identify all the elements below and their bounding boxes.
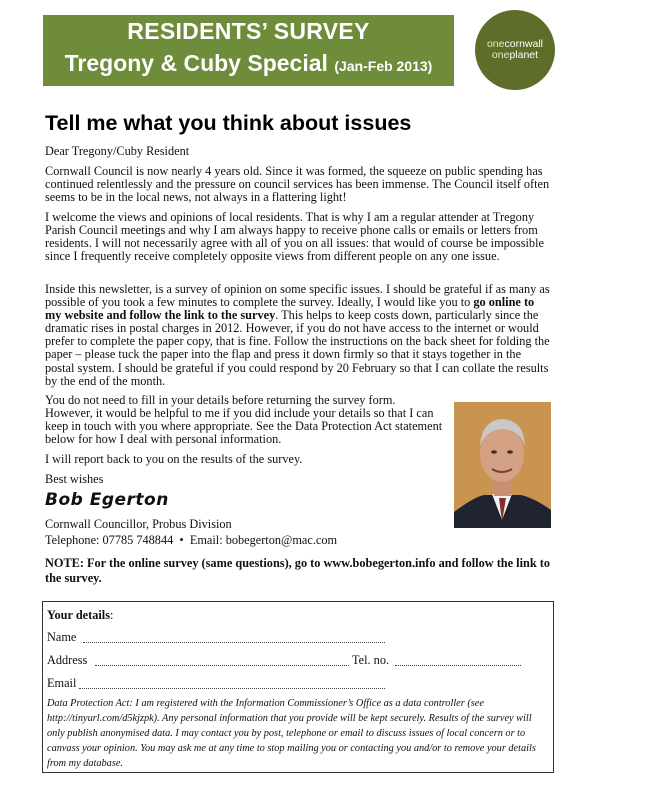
paragraph-3: Inside this newsletter, is a survey of opinion on some specific issues. I should be grateful if as many as possible of you took a few minutes to complete the survey. Ideally, I would like you to go online to my website and follow the link to the survey. This helps to keep costs down, particularly since the dramatic rises in postal charges in 2012. However, if you do not have access to the internet or would prefer to complete the paper copy, that is fine. Follow the instructions on the back sheet for folding the paper – please tuck the paper into the flap and press it down firmly so that it stays together in the postal system. I should be grateful if you could respond by 20 February so that I can collate the results by the end of the month. xyxy=(45,282,550,388)
newsletter-header-banner xyxy=(43,15,454,86)
paragraph-5: I will report back to you on the results of the survey. xyxy=(45,452,303,466)
closing: Best wishes xyxy=(45,472,104,486)
logo-text-one-2: one xyxy=(491,49,510,61)
letter-heading: Tell me what you think about issues xyxy=(45,111,412,135)
paragraph-4: You do not need to fill in your details before returning the survey form. However, it would be helpful to me if you did include your details so that I can keep in touch with you where appropriate. See the Data Protection Act statement below for how I deal with personal information. xyxy=(45,393,443,447)
tel-label: Tel. no. xyxy=(352,653,390,667)
paragraph-2: I welcome the views and opinions of local residents. That is why I am a regular attender at Tregony Parish Council meetings and why I am always happy to receive phone calls or emails or letters from residents. I will not necessarily agree with all of you on all issues: that would of course be impossible since I frequently receive completely opposite views from different people on any one issue. xyxy=(45,210,544,264)
councillor-portrait-photo xyxy=(454,402,551,528)
logo-text-one: one xyxy=(486,38,505,50)
salutation: Dear Tregony/Cuby Resident xyxy=(45,144,190,158)
telephone-field[interactable] xyxy=(395,665,521,666)
online-survey-note: NOTE: For the online survey (same questions), go to www.bobegerton.info and follow the link to the survey. xyxy=(45,556,550,585)
header-title: RESIDENTS’ SURVEY xyxy=(127,18,370,44)
your-details-form xyxy=(42,601,554,773)
email-field[interactable] xyxy=(79,688,385,689)
header-subtitle xyxy=(43,50,454,77)
form-title-text: Your details xyxy=(47,608,110,622)
paragraph-1: Cornwall Council is now nearly 4 years old. Since it was formed, the squeeze on public spending has continued relentlessly and the pressure on council services has been immense. The Council itself often seems to be in the local news, not always in a flattering light! xyxy=(45,164,550,205)
data-protection-statement: Data Protection Act: I am registered with the Information Commissioner’s Office as a data controller (see http://tinyurl.com/d5kjzpk). Any personal information that you provide will be kept securely. Results of the survey will only publish anonymised data. I may contact you by post, telephone or email to discuss issues of local concern or to canvass your opinion. You may ask me at any time to stop mailing you or contacting you and/or to remove your details from my database. xyxy=(47,698,536,769)
header-subtitle-text: Tregony & Cuby Special xyxy=(64,50,328,76)
logo-text-planet: planet xyxy=(509,49,539,61)
header-dates: (Jan-Feb 2013) xyxy=(334,58,433,74)
signature: Bob Egerton xyxy=(45,490,169,510)
online-survey-instruction: go online to my website and follow the link to the survey xyxy=(45,295,535,323)
councillor-role: Cornwall Councillor, Probus Division xyxy=(45,517,232,531)
address-field[interactable] xyxy=(95,665,349,666)
contact-details: Telephone: 07785 748844 • Email: bobegerton@mac.com xyxy=(45,533,338,547)
form-title: Your details: xyxy=(47,608,114,622)
one-cornwall-logo xyxy=(475,10,555,90)
name-label: Name xyxy=(47,630,77,644)
logo-text-cornwall: cornwall xyxy=(504,38,544,50)
name-field[interactable] xyxy=(83,642,385,643)
address-label: Address xyxy=(47,653,88,667)
email-label: Email xyxy=(47,676,77,690)
